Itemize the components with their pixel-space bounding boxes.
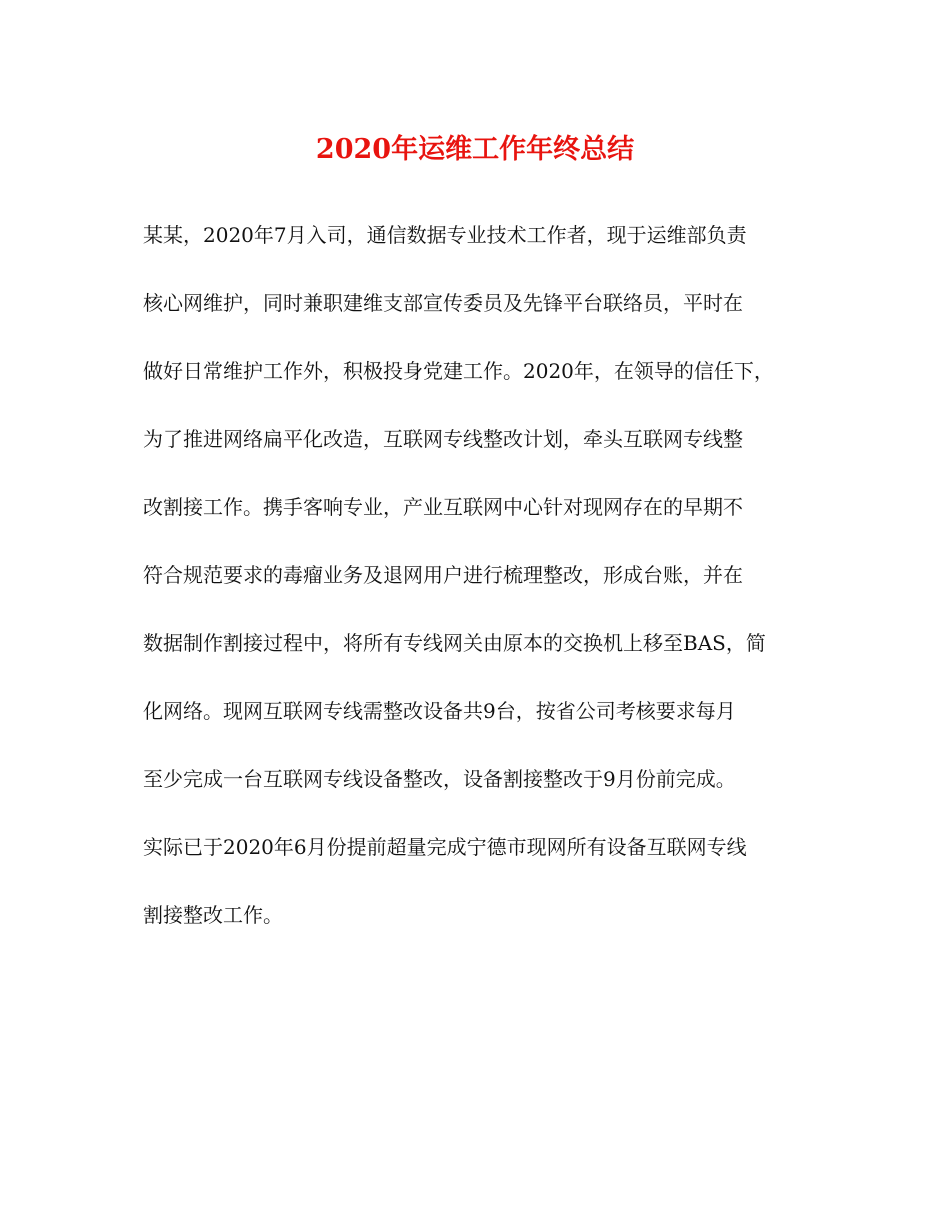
document-body xyxy=(143,215,823,963)
body-line: 数据制作割接过程中，将所有专线网关由原本的交换机上移至BAS，简 xyxy=(143,631,766,655)
body-line: 改割接工作。携手客响专业，产业互联网中心针对现网存在的早期不 xyxy=(143,495,743,519)
body-line: 至少完成一台互联网专线设备整改，设备割接整改于9月份前完成。 xyxy=(143,767,736,791)
body-line: 做好日常维护工作外，积极投身党建工作。2020年，在领导的信任下， xyxy=(143,359,774,383)
document-title: 2020年运维工作年终总结 xyxy=(315,134,635,165)
body-line: 割接整改工作。 xyxy=(143,903,283,927)
body-line: 化网络。现网互联网专线需整改设备共9台，按省公司考核要求每月 xyxy=(143,699,736,723)
body-line: 为了推进网络扁平化改造，互联网专线整改计划，牵头互联网专线整 xyxy=(143,427,743,451)
body-line: 符合规范要求的毒瘤业务及退网用户进行梳理整改，形成台账，并在 xyxy=(143,563,743,587)
body-line: 实际已于2020年6月份提前超量完成宁德市现网所有设备互联网专线 xyxy=(143,835,747,859)
body-line: 某某，2020年7月入司，通信数据专业技术工作者，现于运维部负责 xyxy=(143,223,747,247)
body-line: 核心网维护，同时兼职建维支部宣传委员及先锋平台联络员，平时在 xyxy=(143,291,743,315)
